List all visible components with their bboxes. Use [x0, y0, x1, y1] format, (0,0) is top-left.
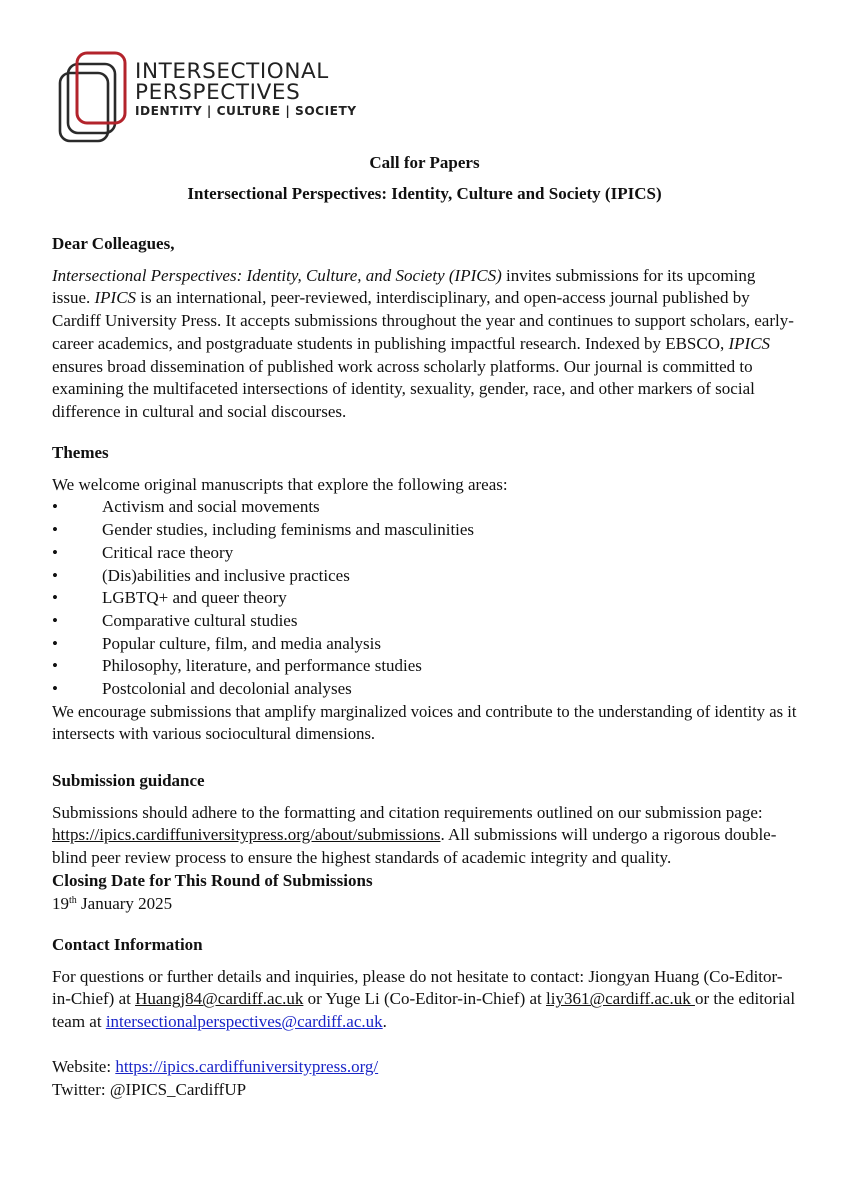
submissions-page-link[interactable]: https://ipics.cardiffuniversitypress.org/about/submissions — [52, 825, 441, 845]
themes-list — [52, 496, 797, 700]
logo-tagline: IDENTITY | CULTURE | SOCIETY — [135, 104, 357, 118]
contact-section — [52, 934, 797, 1101]
bullet-icon: • — [52, 565, 58, 585]
bullet-icon: • — [52, 610, 58, 630]
submission-section — [52, 770, 797, 915]
journal-abbr: IPICS — [728, 333, 771, 353]
email-link-huang[interactable]: Huangj84@cardiff.ac.uk — [135, 989, 304, 1009]
theme-item: • Philosophy, literature, and performance studies — [52, 655, 797, 678]
website-link[interactable]: https://ipics.cardiffuniversitypress.org/ — [115, 1056, 379, 1076]
bullet-icon: • — [52, 633, 58, 653]
journal-logo — [56, 48, 357, 148]
intro-paragraph: Intersectional Perspectives: Identity, Culture, and Society (IPICS) invites submissions for its upcoming issue. IPICS is an international, peer-reviewed, interdisciplinary, and open-access journal published by Cardiff University Press. It accepts submissions throughout the year and continues to support scholars, early-career academics, and postgraduate students in publishing impactful research. Indexed by EBSCO, IPICS ensures broad dissemination of published work across scholarly platforms. Our journal is committed to examining the multifaceted intersections of identity, sexuality, gender, race, and other markers of social difference in cultural and social discourses. — [52, 265, 794, 421]
theme-item: • (Dis)abilities and inclusive practices — [52, 565, 797, 588]
bullet-icon: • — [52, 588, 58, 608]
closing-date-heading: Closing Date for This Round of Submissions — [52, 870, 373, 890]
logo-wordmark — [135, 61, 357, 119]
themes-section — [52, 442, 797, 746]
website-line: Website: https://ipics.cardiffuniversitypress.org/ — [52, 1056, 379, 1076]
theme-item: • Popular culture, film, and media analysis — [52, 633, 797, 656]
theme-item: • Gender studies, including feminisms and masculinities — [52, 519, 797, 542]
journal-name: Intersectional Perspectives: Identity, Culture, and Society (IPICS) — [52, 265, 502, 285]
theme-item: • Postcolonial and decolonial analyses — [52, 678, 797, 701]
bullet-icon: • — [52, 497, 58, 517]
themes-heading: Themes — [52, 443, 109, 462]
bullet-icon: • — [52, 520, 58, 540]
page-title: Call for Papers — [369, 153, 480, 172]
theme-item: • LGBTQ+ and queer theory — [52, 587, 797, 610]
bullet-icon: • — [52, 679, 58, 699]
bullet-icon: • — [52, 542, 58, 562]
themes-lead: We welcome original manuscripts that explore the following areas: — [52, 474, 508, 494]
intro-section — [52, 233, 797, 424]
submission-paragraph: Submissions should adhere to the formatting and citation requirements outlined on our submission page: https://ipics.cardiffuniversitypress.org/about/submissions. All submissions will undergo a rigorous double-blind peer review process to ensure the highest standards of academic integrity and quality. — [52, 802, 777, 868]
logo-line-intersectional: INTERSECTIONAL — [135, 59, 329, 84]
logo-line-perspectives: PERSPECTIVES — [135, 80, 301, 105]
contact-heading: Contact Information — [52, 935, 203, 954]
email-link-li[interactable]: liy361@cardiff.ac.uk — [546, 989, 695, 1009]
themes-closing: We encourage submissions that amplify marginalized voices and contribute to the understanding of identity as it intersects with various sociocultural dimensions. — [52, 701, 797, 744]
twitter-handle: Twitter: @IPICS_CardiffUP — [52, 1079, 247, 1099]
email-link-editorial-team[interactable]: intersectionalperspectives@cardiff.ac.uk — [105, 1012, 383, 1032]
submission-heading: Submission guidance — [52, 771, 205, 790]
closing-date: 19th January 2025 — [52, 893, 173, 913]
theme-item: • Activism and social movements — [52, 496, 797, 519]
theme-item: • Critical race theory — [52, 542, 797, 565]
contact-paragraph: For questions or further details and inquiries, please do not hesitate to contact: Jiongyan Huang (Co-Editor-in-Chief) at Huangj84@cardiff.ac.uk or Yuge Li (Co-Editor-in-Chief) at liy361@cardiff.ac.uk or the editorial team at intersectionalperspectives@cardiff.ac.uk. — [52, 966, 796, 1032]
page-subtitle: Intersectional Perspectives: Identity, Culture and Society (IPICS) — [187, 184, 662, 203]
journal-abbr: IPICS — [94, 288, 137, 308]
theme-item: • Comparative cultural studies — [52, 610, 797, 633]
bullet-icon: • — [52, 656, 58, 676]
salutation: Dear Colleagues, — [52, 234, 175, 253]
logo-rectangles-icon — [56, 48, 136, 148]
